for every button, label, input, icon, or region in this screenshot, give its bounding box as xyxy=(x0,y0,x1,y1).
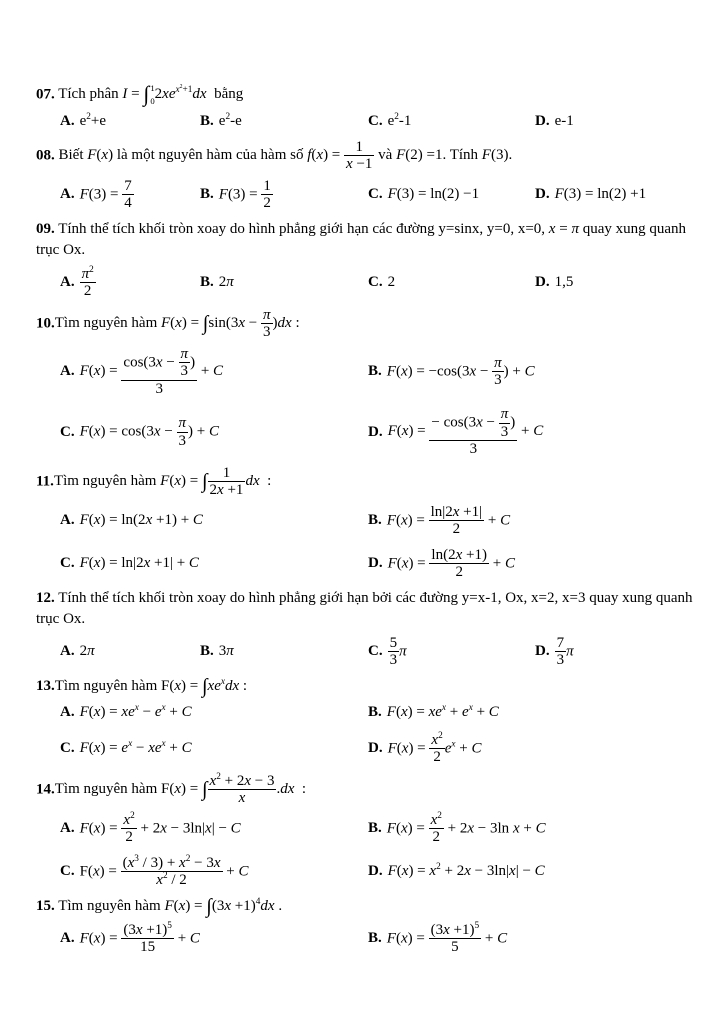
option-d xyxy=(368,732,695,766)
question-10 xyxy=(36,307,695,458)
question-12 xyxy=(36,588,695,669)
question-number: 14. xyxy=(36,781,55,798)
option-text: F(x) = cos(3x − $\frac{\pi}{3}$ ) 3 + C xyxy=(79,345,224,397)
option-text: $F(x) = xe^x - e^x + C$ xyxy=(79,702,192,720)
option-label: C. xyxy=(368,274,383,291)
option-a xyxy=(60,346,368,398)
question-stem xyxy=(36,896,695,917)
options xyxy=(36,266,695,300)
option-d xyxy=(535,272,695,293)
option-d xyxy=(535,184,695,205)
question-09 xyxy=(36,219,695,300)
question-number: 09. xyxy=(36,220,55,237)
option-label: A. xyxy=(60,363,75,379)
question-stem xyxy=(36,219,695,261)
options xyxy=(36,922,695,956)
option-text: F(x) = $\frac{(x^3 / 3) + x^2 - 3x}{x^2 / 2}$ + C xyxy=(79,853,249,889)
option-a xyxy=(60,702,368,723)
options xyxy=(36,111,695,132)
option-text: $\frac{5}{3}$ π xyxy=(389,634,407,669)
question-text: Biết F(x) là một nguyên hàm của hàm số f(x) = $\frac{1}{x -1}$ và F(2) =1. Tính F(3). xyxy=(54,138,513,173)
option-text: 1,5 xyxy=(554,274,574,291)
question-number: 10. xyxy=(36,315,55,332)
option-a xyxy=(60,922,368,956)
option-d xyxy=(535,635,695,669)
question-stem xyxy=(36,773,695,807)
question-text: Tìm nguyên hàm F(x) = ∫sin(3x − $\frac{\pi}{3}$ )dx : xyxy=(54,306,300,341)
question-15 xyxy=(36,896,695,956)
question-stem xyxy=(36,465,695,499)
option-label: D. xyxy=(535,274,550,291)
option-label: C. xyxy=(60,423,75,440)
option-b xyxy=(200,641,368,662)
option-text: 3π xyxy=(218,643,234,660)
options xyxy=(36,504,695,581)
option-label: A. xyxy=(60,930,75,947)
option-label: D. xyxy=(368,863,383,880)
option-label: B. xyxy=(368,512,382,529)
option-text: F(x) = $\frac{(3x +1)^5}{15}$ + C xyxy=(79,920,200,956)
option-d xyxy=(368,406,695,458)
option-label: D. xyxy=(368,555,383,572)
question-text: Tìm nguyên hàm $F(x) = \int xe^xdx$ : xyxy=(54,675,248,698)
option-b xyxy=(368,702,695,723)
option-text: F(x) = ln(2x +1) + C xyxy=(79,512,203,529)
option-a xyxy=(60,812,368,846)
option-label: B. xyxy=(368,363,382,379)
question-stem xyxy=(36,84,695,106)
option-text: 2π xyxy=(79,643,95,660)
option-label: B. xyxy=(368,930,382,947)
question-number: 08. xyxy=(36,147,55,164)
option-label: B. xyxy=(368,820,382,837)
option-text: F(x) = $\frac{(3x +1)^5}{5}$ + C xyxy=(386,920,508,956)
option-text: F(3) = ln(2) +1 xyxy=(554,186,647,203)
question-13 xyxy=(36,676,695,766)
option-a xyxy=(60,111,200,132)
option-a xyxy=(60,178,200,212)
option-a xyxy=(60,266,200,300)
option-d xyxy=(535,111,695,132)
question-stem xyxy=(36,588,695,630)
options xyxy=(36,812,695,889)
question-08 xyxy=(36,139,695,212)
question-text: Tính thể tích khối tròn xoay do hình phẳng giới hạn các đường y=sinx, y=0, x=0, x = π quay xung quanh trục Ox. xyxy=(36,220,687,258)
option-label: A. xyxy=(60,274,75,291)
option-text: F(3) = ln(2) −1 xyxy=(387,186,480,203)
option-label: A. xyxy=(60,512,75,529)
question-number: 12. xyxy=(36,589,55,606)
option-c xyxy=(368,272,535,293)
question-text: Tìm nguyên hàm F(x) = ∫ $\frac{1}{2x +1}$ dx : xyxy=(53,464,272,499)
option-b xyxy=(368,355,695,389)
question-text: Tìm nguyên hàm $F(x) = \int(3x +1)^4dx$ . xyxy=(54,895,283,918)
question-07 xyxy=(36,84,695,132)
option-label: A. xyxy=(60,643,75,660)
option-text: 2π xyxy=(218,274,234,291)
option-a xyxy=(60,641,200,662)
option-label: A. xyxy=(60,820,75,837)
question-stem xyxy=(36,139,695,173)
option-b xyxy=(368,922,695,956)
option-text: F(x) = −cos(3x − $\frac{\pi}{3}$ ) + C xyxy=(386,354,535,388)
option-text: $F(x) = x^2 + 2x - 3\ln|x| - C$ xyxy=(387,862,545,880)
option-d xyxy=(368,861,695,882)
options xyxy=(36,702,695,766)
option-c xyxy=(368,184,535,205)
option-text: F(x) = − cos(3x − $\frac{\pi}{3}$ ) 3 + C xyxy=(387,406,544,458)
option-b xyxy=(368,504,695,538)
options xyxy=(36,346,695,458)
option-d xyxy=(368,547,695,581)
option-text: F(x) = $\frac{x^2}{2}$ + 2x − 3ln|x| − C xyxy=(79,810,241,846)
option-text: F(3) = $\frac{1}{2}$ xyxy=(218,177,271,212)
option-text: F(x) = $\frac{x^2}{2}$ $e^x + C$ xyxy=(387,730,482,766)
option-label: C. xyxy=(60,555,75,572)
question-text: Tìm nguyên hàm F(x) = ∫ $\frac{x^2 + 2x - 3}{x}$ .dx : xyxy=(54,771,307,807)
options xyxy=(36,178,695,212)
option-b xyxy=(368,812,695,846)
question-text: Tích phân I = ∫ 1 0 $2xe^{x^2+1}dx$ bằng xyxy=(54,82,244,107)
option-c xyxy=(368,635,535,669)
option-c xyxy=(60,415,368,449)
option-c xyxy=(60,738,368,759)
option-b xyxy=(200,178,368,212)
option-label: A. xyxy=(60,112,75,129)
option-text: $F(x) = xe^x + e^x + C$ xyxy=(386,702,499,720)
question-11 xyxy=(36,465,695,581)
option-text: F(x) = ln|2x +1| + C xyxy=(79,555,199,572)
option-text: $e^2+e$ xyxy=(79,111,107,129)
option-label: B. xyxy=(200,274,214,291)
option-text: F(x) = $\frac{\ln|2x +1|}{2}$ + C xyxy=(386,503,511,538)
question-number: 11. xyxy=(36,473,54,490)
question-number: 15. xyxy=(36,897,55,914)
option-label: C. xyxy=(60,863,75,880)
option-text: F(x) = cos(3x − $\frac{\pi}{3}$ ) + C xyxy=(79,415,220,449)
question-number: 07. xyxy=(36,86,55,103)
option-text: $\frac{\pi^2}{2}$ xyxy=(81,264,94,300)
question-stem xyxy=(36,676,695,697)
option-a xyxy=(60,510,368,531)
option-label: C. xyxy=(368,186,383,203)
option-text: $\frac{7}{3}$ π xyxy=(556,634,574,669)
option-label: D. xyxy=(368,423,383,440)
option-label: C. xyxy=(368,112,383,129)
option-label: B. xyxy=(200,643,214,660)
question-text: Tính thể tích khối tròn xoay do hình phẳng giới hạn bởi các đường y=x-1, Ox, x=2, x=3 quay xung quanh trục Ox. xyxy=(36,589,693,627)
option-c xyxy=(60,855,368,889)
option-text: e-1 xyxy=(554,112,574,129)
option-c xyxy=(368,111,535,132)
option-label: C. xyxy=(60,740,75,757)
option-text: $e^2-e$ xyxy=(218,111,242,129)
option-label: D. xyxy=(535,643,550,660)
option-c xyxy=(60,553,368,574)
options xyxy=(36,635,695,669)
question-number: 13. xyxy=(36,677,55,694)
option-text: F(x) = $\frac{x^2}{2}$ + 2x − 3ln x + C xyxy=(386,810,546,846)
option-label: C. xyxy=(368,643,383,660)
option-text: 2 xyxy=(387,274,396,291)
question-stem xyxy=(36,307,695,341)
option-label: D. xyxy=(368,740,383,757)
option-label: B. xyxy=(200,112,214,129)
option-label: A. xyxy=(60,703,75,720)
question-14 xyxy=(36,773,695,889)
option-label: D. xyxy=(535,186,550,203)
option-label: B. xyxy=(200,186,214,203)
option-b xyxy=(200,111,368,132)
option-text: F(x) = $\frac{\ln(2x +1)}{2}$ + C xyxy=(387,546,515,581)
option-text: $F(x) = e^x - xe^x + C$ xyxy=(79,739,192,757)
option-label: D. xyxy=(535,112,550,129)
option-label: B. xyxy=(368,703,382,720)
option-label: A. xyxy=(60,186,75,203)
option-text: F(3) = $\frac{7}{4}$ xyxy=(79,177,132,212)
option-text: $e^2-1$ xyxy=(387,111,412,129)
option-b xyxy=(200,272,368,293)
